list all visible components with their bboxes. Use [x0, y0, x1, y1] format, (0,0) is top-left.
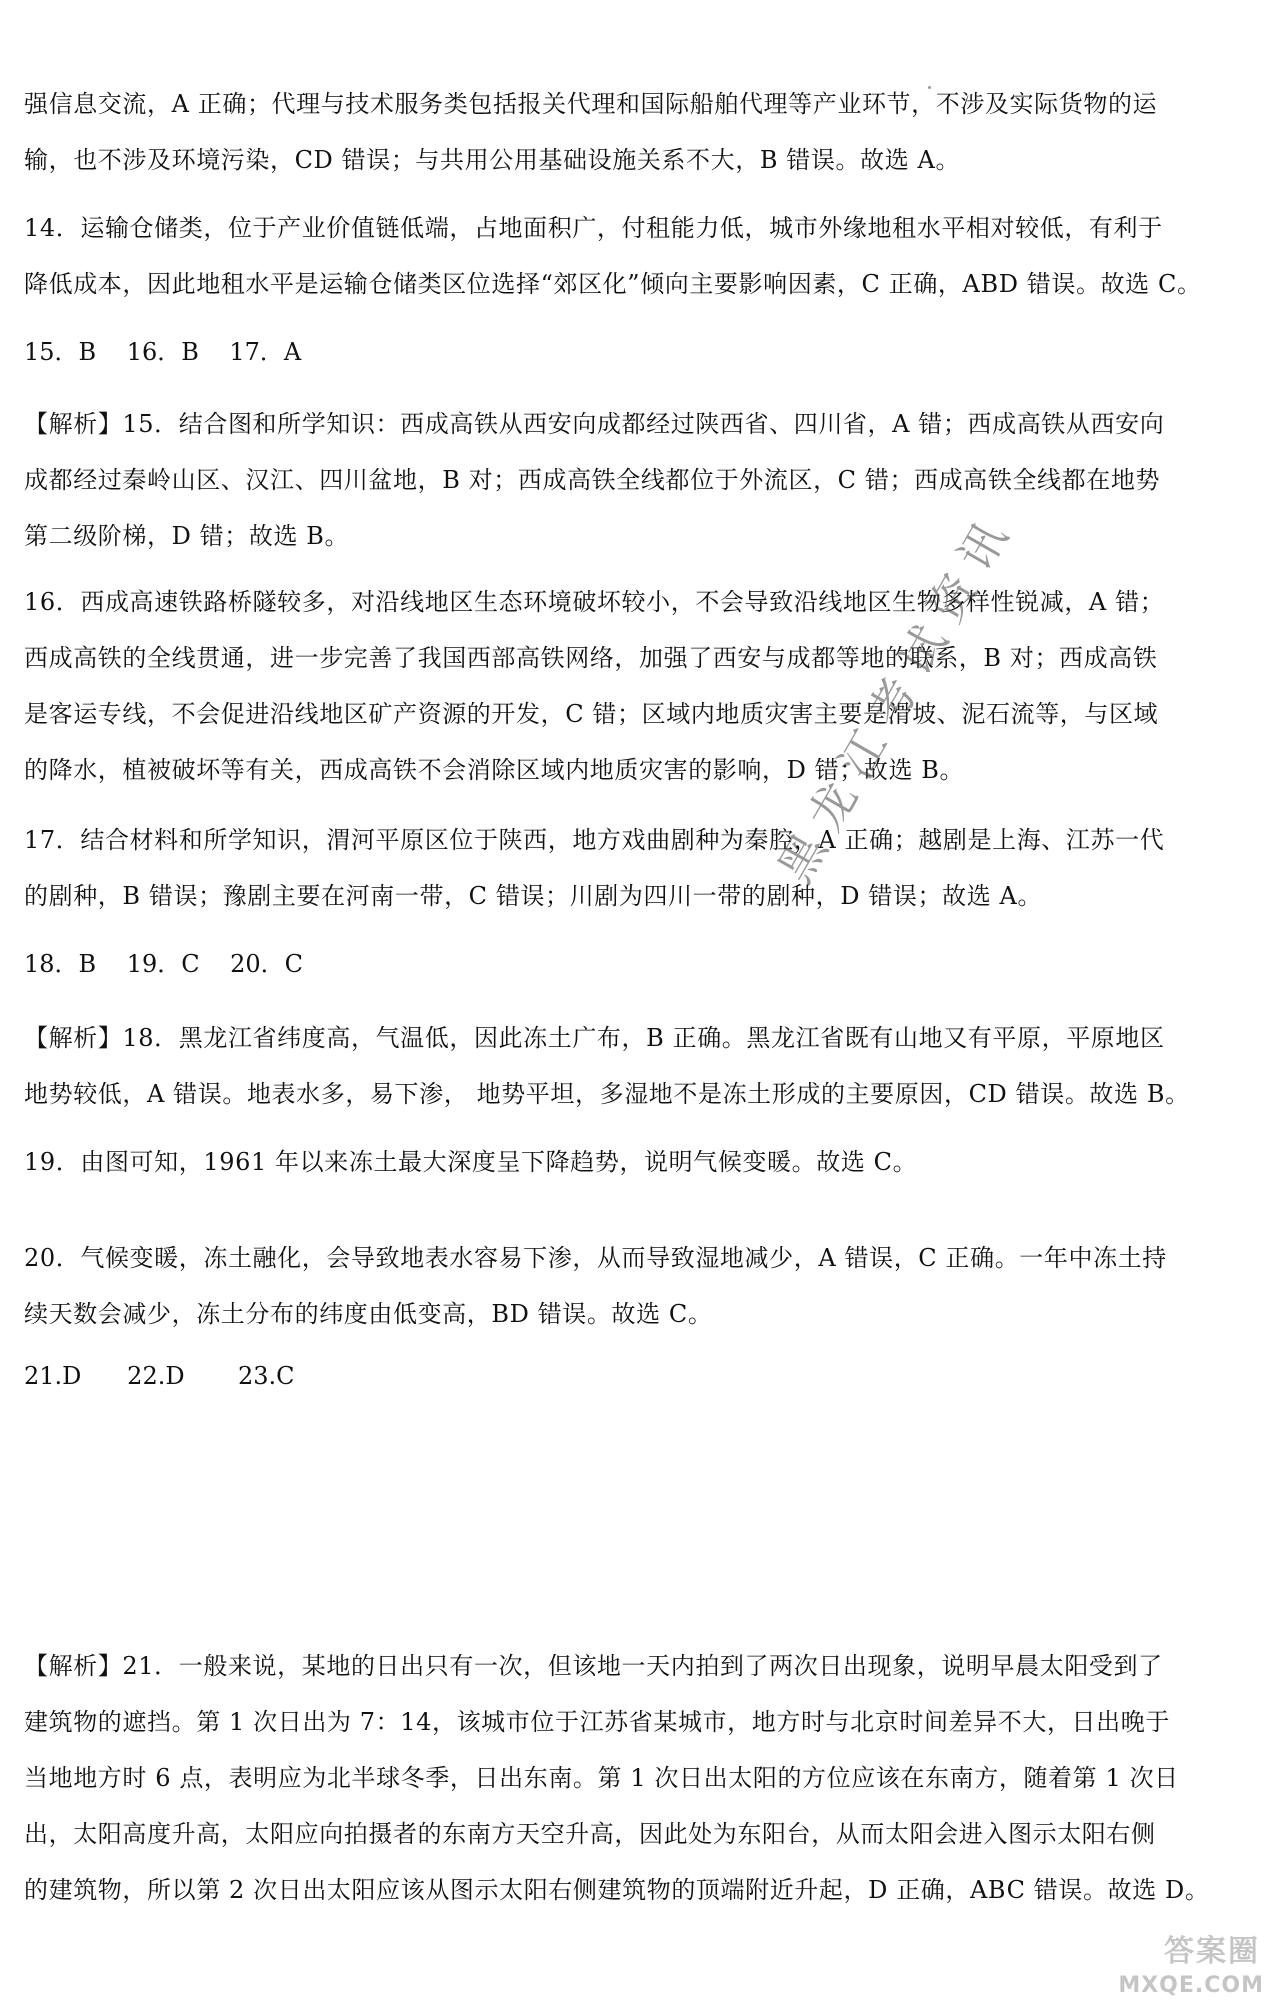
- text-line: 17．结合材料和所学知识，渭河平原区位于陕西，地方戏曲剧种为秦腔，A 正确；越剧是上海、江苏一代: [24, 826, 1165, 854]
- text-line: 20．气候变暖，冻土融化，会导致地表水容易下渗，从而导致湿地减少，A 错误，C 正确。一年中冻土持: [24, 1244, 1167, 1272]
- paragraph-16: [24, 574, 1260, 798]
- text-line: 续天数会减少，冻土分布的纬度由低变高，BD 错误。故选 C。: [24, 1300, 713, 1328]
- text-line: 的剧种，B 错误；豫剧主要在河南一带，C 错误；川剧为四川一带的剧种，D 错误；故选 A。: [24, 882, 1043, 910]
- paragraph-20: [24, 1230, 1260, 1342]
- text-line: 建筑物的遮挡。第 1 次日出为 7：14，该城市位于江苏省某城市，地方时与北京时间差异不大，日出晚于: [24, 1708, 1170, 1736]
- corner-logo: [1100, 1926, 1270, 1998]
- text-line: 地势较低，A 错误。地表水多，易下渗， 地势平坦，多湿地不是冻土形成的主要原因，CD 错误。故选 B。: [24, 1080, 1190, 1108]
- text-line: 14．运输仓储类，位于产业价值链低端，占地面积广，付租能力低，城市外缘地租水平相对较低，有利于: [24, 214, 1163, 242]
- paragraph-14: [24, 200, 1260, 312]
- answer-key-21-23: 21.D 22.D 23.C: [24, 1362, 295, 1390]
- text-line: 成都经过秦岭山区、汉江、四川盆地，B 对；西成高铁全线都位于外流区，C 错；西成高铁全线都在地势: [24, 466, 1161, 494]
- text-line: 出，太阳高度升高，太阳应向拍摄者的东南方天空升高，因此处为东阳台，从而太阳会进入图示太阳右侧: [24, 1820, 1156, 1848]
- text-line: 是客运专线，不会促进沿线地区矿产资源的开发，C 错；区域内地质灾害主要是滑坡、泥石流等，与区域: [24, 700, 1159, 728]
- text-line: 【解析】21．一般来说，某地的日出只有一次，但该地一天内拍到了两次日出现象，说明早晨太阳受到了: [24, 1652, 1163, 1680]
- text-line: 的建筑物，所以第 2 次日出太阳应该从图示太阳右侧建筑物的顶端附近升起，D 正确，ABC 错误。故选 D。: [24, 1876, 1210, 1904]
- answer-key-15-17: 15．B 16．B 17．A: [24, 338, 302, 366]
- text-line: 输，也不涉及环境污染，CD 错误；与共用公用基础设施关系不大，B 错误。故选 A。: [24, 146, 961, 174]
- corner-logo-url: MXQE.COM: [1118, 1973, 1264, 1998]
- text-line: 【解析】18．黑龙江省纬度高，气温低，因此冻土广布，B 正确。黑龙江省既有山地又有平原，平原地区: [24, 1024, 1165, 1052]
- text-line: 西成高铁的全线贯通，进一步完善了我国西部高铁网络，加强了西安与成都等地的联系，B 对；西成高铁: [24, 644, 1158, 672]
- text-line: 【解析】15．结合图和所学知识：西成高铁从西安向成都经过陕西省、四川省，A 错；西成高铁从西安向: [24, 410, 1165, 438]
- text-line: 当地地方时 6 点，表明应为北半球冬季，日出东南。第 1 次日出太阳的方位应该在东南方，随着第 1 次日: [24, 1764, 1179, 1792]
- paragraph-analysis-18: [24, 1010, 1260, 1122]
- text-line: 的降水，植被破坏等有关，西成高铁不会消除区域内地质灾害的影响，D 错；故选 B。: [24, 756, 965, 784]
- paragraph-19: [24, 1134, 1260, 1190]
- text-line: 16．西成高速铁路桥隧较多，对沿线地区生态环境破坏较小，不会导致沿线地区生物多样性锐减，A 错；: [24, 588, 1165, 616]
- answer-key-18-20: 18．B 19．C 20．C: [24, 950, 304, 978]
- text-line: 19．由图可知，1961 年以来冻土最大深度呈下降趋势，说明气候变暖。故选 C。: [24, 1148, 918, 1176]
- paragraph-analysis-15: [24, 396, 1260, 564]
- watermark: 黑龙江考试资讯: [767, 500, 1025, 892]
- paragraph-17: [24, 812, 1260, 924]
- text-line: 第二级阶梯，D 错；故选 B。: [24, 522, 350, 550]
- corner-logo-text: 答案圈: [1164, 1934, 1260, 1969]
- text-line: 强信息交流，A 正确；代理与技术服务类包括报关代理和国际船舶代理等产业环节，不涉及实际货物的运: [24, 90, 1158, 118]
- text-line: 降低成本，因此地租水平是运输仓储类区位选择“郊区化”倾向主要影响因素，C 正确，ABD 错误。故选 C。: [24, 270, 1202, 298]
- paragraph-13-continued: [24, 76, 1260, 188]
- paragraph-analysis-21: [24, 1638, 1260, 1918]
